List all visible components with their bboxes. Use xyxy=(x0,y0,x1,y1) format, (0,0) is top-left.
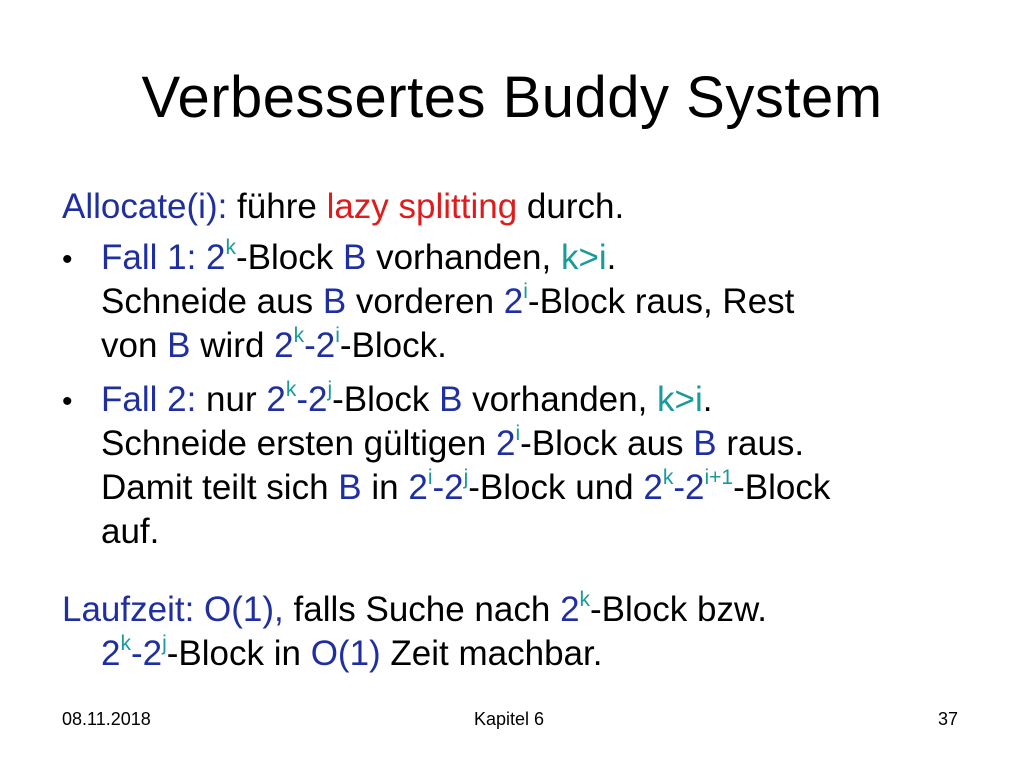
fall1-text: -Block raus, Rest xyxy=(527,282,795,321)
fall1-sup-k: k xyxy=(293,324,305,347)
fall2-var-b: B xyxy=(439,380,463,419)
laufzeit-sup-k: k xyxy=(120,632,131,655)
fall1-sup-k: k xyxy=(225,236,237,259)
fall2-two: 2 xyxy=(685,468,705,507)
fall2-sup-i: i xyxy=(427,466,433,489)
allocate-line xyxy=(62,185,624,229)
laufzeit-label: Laufzeit: xyxy=(62,590,195,629)
fall1-text: wird xyxy=(190,326,275,365)
laufzeit-text: -Block bzw. xyxy=(590,590,768,629)
fall2-line-4 xyxy=(101,510,159,554)
fall2-sup-j: j xyxy=(327,378,333,401)
fall2-var-b: B xyxy=(338,468,362,507)
fall2-text: -Block xyxy=(733,468,831,507)
fall1-line-1 xyxy=(101,236,616,280)
fall1-line-2 xyxy=(101,280,794,324)
fall1-label: Fall 1: xyxy=(101,238,197,277)
fall2-minus: - xyxy=(673,468,685,507)
fall2-label: Fall 2: xyxy=(101,380,197,419)
fall2-text: Damit teilt sich xyxy=(101,468,339,507)
fall1-text: vorderen xyxy=(346,282,504,321)
fall1-two: 2 xyxy=(315,326,336,365)
fall1-two: 2 xyxy=(274,326,294,365)
fall1-two: 2 xyxy=(503,282,524,321)
footer-date: 08.11.2018 xyxy=(62,709,151,729)
fall2-var-b: B xyxy=(693,424,717,463)
fall2-sup-k: k xyxy=(285,378,297,401)
laufzeit-minus: - xyxy=(130,634,143,673)
fall2-two: 2 xyxy=(408,468,428,507)
laufzeit-two: 2 xyxy=(560,590,580,629)
fall2-text: Schneide ersten gültigen xyxy=(101,424,496,463)
fall1-text: -Block. xyxy=(339,326,447,365)
laufzeit-two: 2 xyxy=(101,634,121,673)
laufzeit-line-1 xyxy=(62,588,767,632)
fall1-line-3 xyxy=(101,324,447,368)
fall2-sup-j: j xyxy=(463,466,469,489)
laufzeit-text: Zeit machbar. xyxy=(380,634,603,673)
fall2-condition: k>i xyxy=(657,380,703,419)
fall2-minus: - xyxy=(296,380,308,419)
laufzeit-line-2 xyxy=(101,632,602,676)
fall2-text: raus. xyxy=(716,424,805,463)
fall2-sup-i-plus-1: i+1 xyxy=(704,466,734,489)
fall1-sup-i: i xyxy=(335,324,340,347)
laufzeit-complexity: O(1) xyxy=(310,634,381,673)
fall2-text: -Block xyxy=(332,380,440,419)
bullet-fall-1: • xyxy=(62,243,73,276)
fall2-two: 2 xyxy=(266,380,286,419)
laufzeit-text: -Block in xyxy=(166,634,311,673)
footer-chapter: Kapitel 6 xyxy=(474,709,545,729)
fall1-condition: k>i xyxy=(560,238,607,277)
fall2-line-3 xyxy=(101,466,830,510)
fall1-text: -Block xyxy=(236,238,343,277)
fall1-var-b: B xyxy=(322,282,347,321)
allocate-text: führe xyxy=(227,187,327,226)
laufzeit-sup-j: j xyxy=(162,632,167,655)
fall2-minus: - xyxy=(432,468,445,507)
fall2-text: vorhanden, xyxy=(462,380,658,419)
fall2-text: -Block aus xyxy=(520,424,694,463)
laufzeit-complexity: O(1), xyxy=(204,590,284,629)
allocate-label: Allocate(i): xyxy=(62,187,228,226)
fall2-sup-k: k xyxy=(662,466,674,489)
lazy-splitting-term: lazy splitting xyxy=(326,187,518,226)
laufzeit-text: falls Suche nach xyxy=(283,590,561,629)
fall2-line-1 xyxy=(101,378,713,422)
laufzeit-sup-k: k xyxy=(579,588,591,611)
fall2-two: 2 xyxy=(643,468,663,507)
fall1-var-b: B xyxy=(167,326,191,365)
fall2-text: auf. xyxy=(101,512,160,551)
fall1-sup-i: i xyxy=(523,280,528,303)
fall2-sup-i: i xyxy=(515,422,521,445)
laufzeit-two: 2 xyxy=(142,634,163,673)
fall2-text: . xyxy=(702,380,713,419)
footer-page-number: 37 xyxy=(938,709,959,729)
slide-title: Verbessertes Buddy System xyxy=(141,65,883,130)
fall1-text: vorhanden, xyxy=(366,238,561,277)
fall2-two: 2 xyxy=(444,468,464,507)
fall2-line-2 xyxy=(101,422,804,466)
fall2-two: 2 xyxy=(496,424,516,463)
fall1-minus: - xyxy=(304,326,316,365)
fall2-two: 2 xyxy=(307,380,328,419)
fall1-var-b: B xyxy=(342,238,367,277)
fall1-text: Schneide aus xyxy=(101,282,323,321)
fall1-text: . xyxy=(606,238,617,277)
fall1-two: 2 xyxy=(206,238,226,277)
fall1-text: von xyxy=(101,326,168,365)
bullet-fall-2: • xyxy=(62,385,73,418)
allocate-text-end: durch. xyxy=(517,187,625,226)
fall2-text: in xyxy=(361,468,409,507)
fall2-text: -Block und xyxy=(468,468,644,507)
fall2-text: nur xyxy=(196,380,267,419)
